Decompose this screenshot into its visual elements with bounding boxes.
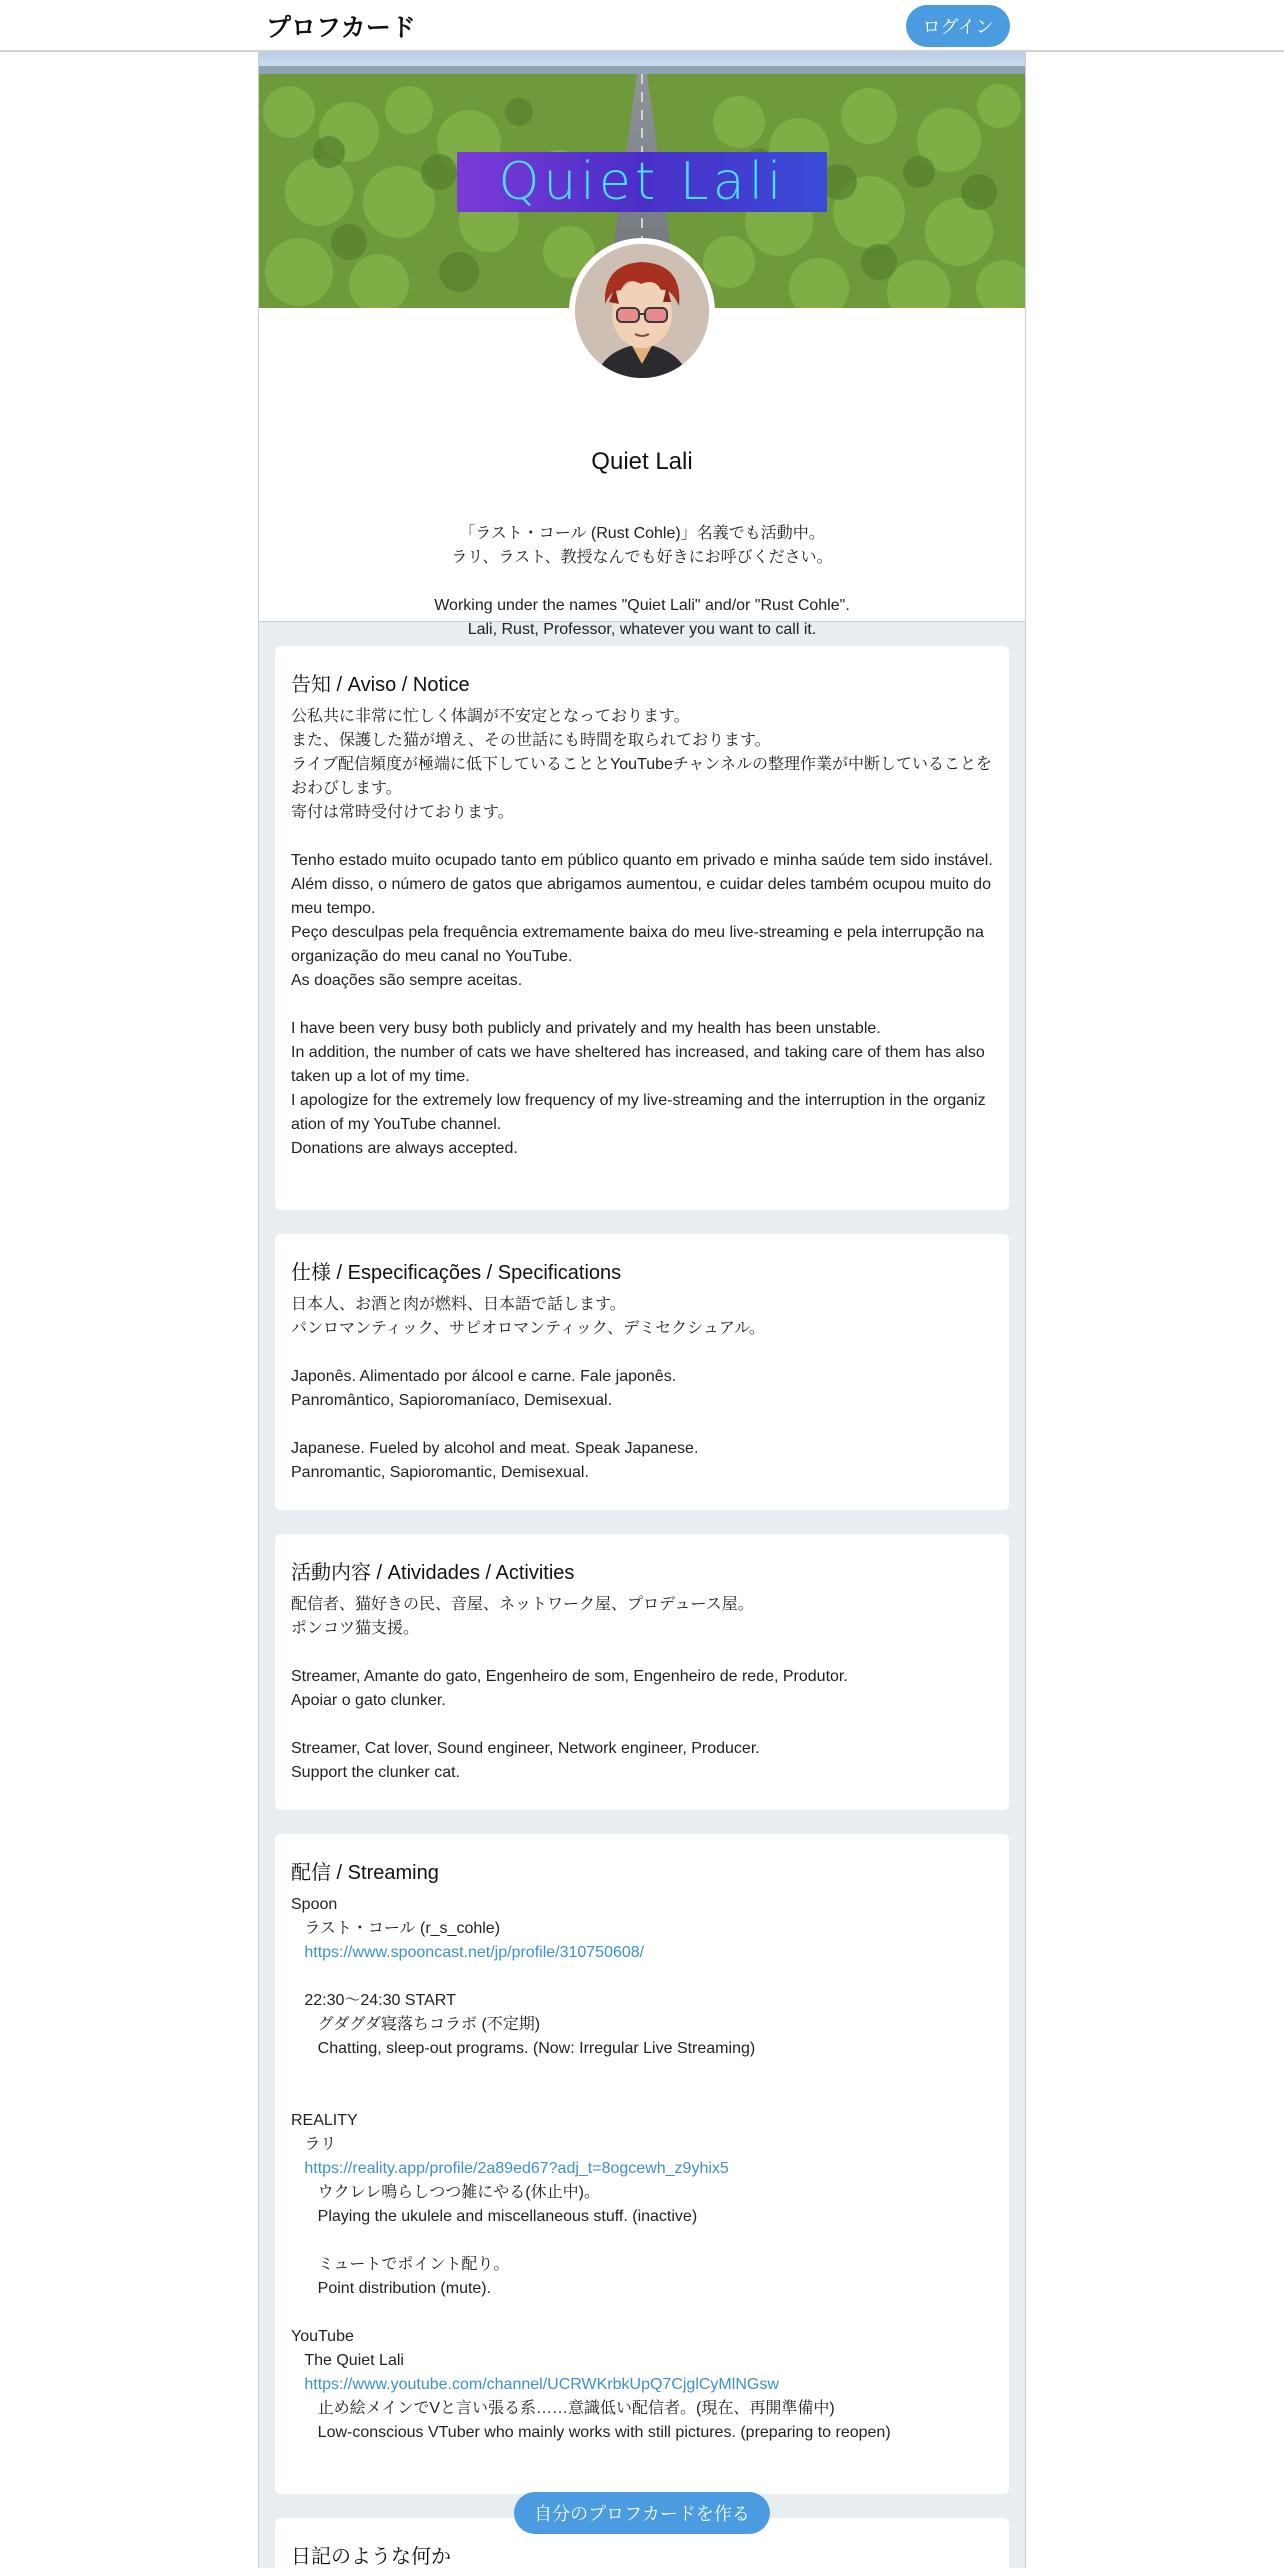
section-text-line: ライブ配信頻度が極端に低下していることとYouTubeチャンネルの整理作業が中断していることをおわびします。 — [291, 756, 992, 797]
section-text-line: パンロマンティック、サピオロマンティック、デミセクシュアル。 — [291, 1320, 765, 1337]
section-text-line: Além disso, o número de gatos que abrigamos aumentou, e cuidar deles também ocupou muito do meu tempo. — [291, 876, 996, 917]
bio-line: Lali, Rust, Professor, whatever you want to call it. — [467, 621, 817, 638]
section-text-line: 日本人、お酒と肉が燃料、日本語で話します。 — [291, 1296, 626, 1313]
section-text-line — [291, 1641, 993, 1665]
section-text-line: グダグダ寝落ちコラボ (不定期) — [291, 2016, 541, 2033]
profile-link[interactable]: https://www.youtube.com/channel/UCRWKrbkUpQ7CjglCyMlNGsw — [291, 2376, 779, 2393]
section-text-line: Japanese. Fueled by alcohol and meat. Speak Japanese. — [291, 1440, 699, 1457]
section-text-line: Donations are always accepted. — [291, 1140, 518, 1157]
section-text-line: ラリ — [291, 2136, 337, 2153]
section-text-line: ミュートでポイント配り。 — [291, 2256, 510, 2273]
section-text-line: Tenho estado muito ocupado tanto em público quanto em privado e minha saúde tem sido instável. — [291, 852, 993, 869]
section-text-line — [291, 993, 993, 1017]
section-streaming — [275, 1834, 1009, 2494]
section-text-line: Apoiar o gato clunker. — [291, 1692, 446, 1709]
section-text-line — [291, 1413, 993, 1437]
section-text-line — [291, 2229, 993, 2253]
section-text-line: 寄付は常時受付けております。 — [291, 804, 514, 821]
section-text-line — [291, 2061, 993, 2085]
section-text-line — [291, 2085, 993, 2109]
section-text-line: I have been very busy both publicly and privately and my health has been unstable. — [291, 1020, 881, 1037]
top-bar — [0, 0, 1284, 52]
section-text-line: Streamer, Cat lover, Sound engineer, Network engineer, Producer. — [291, 1740, 760, 1757]
section-text-line: Chatting, sleep-out programs. (Now: Irregular Live Streaming) — [291, 2040, 756, 2057]
section-text-line: また、保護した猫が増え、その世話にも時間を取られております。 — [291, 732, 771, 749]
section-title: 活動内容 / Atividades / Activities — [291, 1562, 575, 1584]
profile-name: Quiet Lali — [591, 448, 693, 475]
section-text-line: Low-conscious VTuber who mainly works with still pictures. (preparing to reopen) — [291, 2424, 891, 2441]
site-title[interactable]: プロフカード — [266, 13, 416, 42]
section-text-line: Panromântico, Sapioromaníaco, Demisexual. — [291, 1392, 613, 1409]
section-text-line — [291, 1341, 993, 1365]
login-button[interactable]: ログイン — [906, 5, 1010, 47]
section-text-line: 止め絵メインでVと言い張る系……意識低い配信者。(現在、再開準備中) — [291, 2400, 835, 2417]
section-title: 配信 / Streaming — [291, 1862, 439, 1884]
section-text-line: Support the clunker cat. — [291, 1764, 460, 1781]
profile-column — [258, 52, 1026, 2568]
make-profile-card-button[interactable]: 自分のプロフカードを作る — [514, 2492, 770, 2534]
section-text-line: Panromantic, Sapioromantic, Demisexual. — [291, 1464, 589, 1481]
bio-line: 「ラスト・コール (Rust Cohle)」名義でも活動中。 — [459, 525, 825, 542]
banner-logo: Quiet Lali — [457, 152, 827, 212]
section-activities — [275, 1534, 1009, 1810]
section-text-line — [291, 825, 993, 849]
section-text-line: Playing the ukulele and miscellaneous stuff. (inactive) — [291, 2208, 698, 2225]
section-text-line — [291, 1965, 993, 1989]
profile-header — [259, 308, 1025, 638]
bio-line: ラリ、ラスト、教授なんでも好きにお呼びください。 — [451, 549, 833, 566]
section-text-line: 公私共に非常に忙しく体調が不安定となっております。 — [291, 708, 690, 725]
section-text-line: In addition, the number of cats we have sheltered has increased, and taking care of them has also taken up a lot of my time. — [291, 1044, 990, 1085]
section-text-line: Peço desculpas pela frequência extremamente baixa do meu live-streaming e pela interrupção na organização do meu canal no YouTube. — [291, 924, 989, 965]
section-text-line: I apologize for the extremely low frequency of my live-streaming and the interruption in the organization of my YouTube channel. — [291, 1092, 986, 1133]
section-text-line: 配信者、猫好きの民、音屋、ネットワーク屋、プロデュース屋。 — [291, 1596, 754, 1613]
section-text-line: REALITY — [291, 2112, 358, 2129]
section-title: 仕様 / Especificações / Specifications — [291, 1262, 622, 1284]
section-text-line: YouTube — [291, 2328, 354, 2345]
profile-bio — [259, 522, 1025, 642]
section-text-line: Streamer, Amante do gato, Engenheiro de som, Engenheiro de rede, Produtor. — [291, 1668, 848, 1685]
bio-line — [259, 570, 1025, 594]
profile-link[interactable]: https://reality.app/profile/2a89ed67?adj_t=8ogcewh_z9yhix5 — [291, 2160, 729, 2177]
section-specifications — [275, 1234, 1009, 1510]
bio-line: Working under the names "Quiet Lali" and/or "Rust Cohle". — [434, 597, 850, 614]
section-text-line: Japonês. Alimentado por álcool e carne. Fale japonês. — [291, 1368, 677, 1385]
section-text-line — [291, 2301, 993, 2325]
avatar — [569, 238, 715, 384]
section-text-line — [291, 1713, 993, 1737]
section-text-line: ポンコツ猫支援。 — [291, 1620, 420, 1637]
avatar-illustration — [575, 244, 709, 378]
section-title: 告知 / Aviso / Notice — [291, 674, 470, 696]
section-text-line: ラスト・コール (r_s_cohle) — [291, 1920, 501, 1937]
section-text-line: The Quiet Lali — [291, 2352, 404, 2369]
section-title: 日記のような何か — [291, 2546, 451, 2568]
section-notice — [275, 646, 1009, 1210]
section-text-line: Point distribution (mute). — [291, 2280, 492, 2297]
section-text-line: 22:30〜24:30 START — [291, 1992, 456, 2009]
section-text-line: Spoon — [291, 1896, 338, 1913]
section-text-line: ウクレレ鳴らしつつ雑にやる(休止中)。 — [291, 2184, 600, 2201]
section-text-line: As doações são sempre aceitas. — [291, 972, 523, 989]
profile-link[interactable]: https://www.spooncast.net/jp/profile/310750608/ — [291, 1944, 645, 1961]
